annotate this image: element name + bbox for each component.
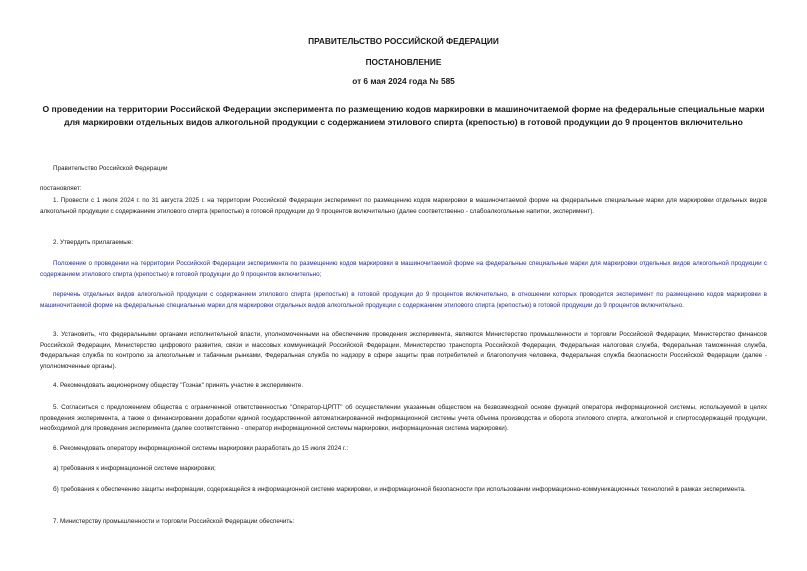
paragraph-6b: б) требования к обеспечению защиты информации, содержащейся в информационной системе маркировки, и информационной безопасности при использовании информационно-коммуникационных технологий в рамках эксперимента. <box>53 486 746 493</box>
document-title: О проведении на территории Российской Федерации эксперимента по размещению кодов маркировки в машиночитаемой форме на федеральные специальные марки для маркировки отдельных видов алкогольной продукции с содержанием этилового спирта (крепостью) в готовой продукции до 9 процентов включительно <box>42 104 765 127</box>
regulation-link[interactable]: Положение о проведении на территории Российской Федерации эксперимента по размещению кодов маркировки в машиночитаемой форме на федеральные специальные марки для маркировки отдельных видов алкогольной продукции с содержанием этилового спирта (крепостью) в готовой продукции до 9 процентов включительно; <box>40 260 767 278</box>
paragraph-4: 4. Рекомендовать акционерному обществу "Гознак" принять участие в эксперименте. <box>53 382 304 389</box>
resolves-text: постановляет: <box>40 185 82 192</box>
paragraph-3: 3. Установить, что федеральными органами исполнительной власти, уполномоченными на обеспечение проведения эксперимента, являются Министерство промышленности и торговли Российской Федерации, Министерство финансов Российской Федерации, Министерство цифрового развития, связи и массовых коммуникаций Российской Федерации, Министерство транспорта Российской Федерации, Федеральная налоговая служба, Федеральная таможенная служба, Федеральная служба по контролю за алкогольным и табачным рынками, Федеральная служба по надзору в сфере защиты прав потребителей и благополучия человека, Федеральная служба безопасности Российской Федерации (далее - уполномоченные органы). <box>40 331 767 370</box>
paragraph-6: 6. Рекомендовать оператору информационной системы маркировки разработать до 15 июля 2024 г.: <box>53 445 349 452</box>
paragraph-2: 2. Утвердить прилагаемые: <box>53 239 133 246</box>
government-heading: ПРАВИТЕЛЬСТВО РОССИЙСКОЙ ФЕДЕРАЦИИ <box>308 36 499 46</box>
document-type-heading: ПОСТАНОВЛЕНИЕ <box>365 57 442 67</box>
paragraph-5: 5. Согласиться с предложением общества с ограниченной ответственностью "Оператор-ЦРПТ" об осуществлении указанным обществом на безвозмездной основе функций оператора информационной системы, используемой в целях проведения эксперимента, а также о финансировании доработки единой государственной автоматизированной информационной системы учета объема производства и оборота этилового спирта, алкогольной и спиртосодержащей продукции, необходимой для проведения эксперимента (далее соответственно - оператор информационной системы маркировки, информационная система маркировки). <box>40 404 767 433</box>
paragraph-6a: а) требования к информационной системе маркировки; <box>53 465 216 472</box>
date-number-heading: от 6 мая 2024 года № 585 <box>352 76 455 86</box>
paragraph-7: 7. Министерству промышленности и торговли Российской Федерации обеспечить: <box>53 518 295 525</box>
paragraph-1: 1. Провести с 1 июля 2024 г. по 31 августа 2025 г. на территории Российской Федерации эксперимент по размещению кодов маркировки в машиночитаемой форме на федеральные специальные марки для маркировки отдельных видов алкогольной продукции с содержанием этилового спирта (крепостью) в готовой продукции до 9 процентов включительно (далее соответственно - слабоалкогольные напитки, эксперимент). <box>40 197 767 215</box>
product-list-link[interactable]: перечень отдельных видов алкогольной продукции с содержанием этилового спирта (крепостью) в готовой продукции до 9 процентов включительно, в отношении которых проводится эксперимент по размещению кодов маркировки в машиночитаемой форме на федеральные специальные марки для маркировки отдельных видов алкогольной продукции с содержанием этилового спирта (крепостью) в готовой продукции до 9 процентов включительно. <box>40 291 767 309</box>
intro-text: Правительство Российской Федерации <box>53 165 168 172</box>
